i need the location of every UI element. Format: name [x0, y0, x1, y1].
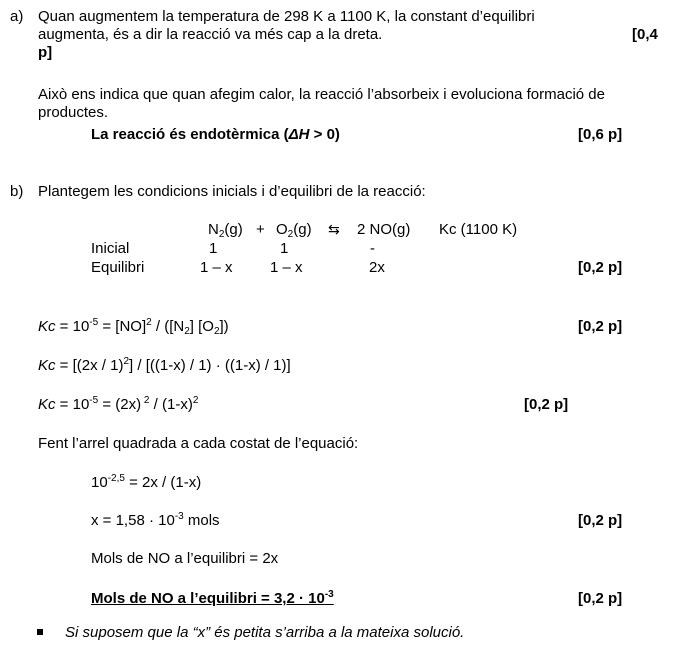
- conclusion-post: > 0): [309, 126, 340, 143]
- eq4: $10^{-2,5} = 2x / (1-x)$: [91, 473, 202, 491]
- eq6: Mols de NO a l’equilibri = 2x: [91, 550, 279, 567]
- eq3-points: [0,2 p]: [524, 396, 569, 413]
- eq1: $Kc = 10^{-5} = [NO]^2 / ([N_2]$ $[O_2]$): [38, 317, 229, 337]
- row-initial-n2: 1: [209, 240, 218, 257]
- conclusion-delta-h: ΔH: [288, 126, 310, 143]
- row-initial-no: -: [370, 240, 375, 257]
- note-text: Si suposem que la “x” és petita s’arriba a la mateixa solució.: [65, 624, 465, 641]
- bullet-square-icon: [37, 629, 43, 635]
- part-a-line1: [38, 8, 675, 26]
- eq7-result: Mols de NO a l’equilibri = $3,2 \cdot 10^{-3}$: [91, 589, 334, 607]
- reaction-kc: Kc (1100 K): [439, 221, 518, 238]
- reaction-plus: +: [256, 221, 265, 238]
- reaction-n2: $N_2(g)$: [208, 221, 243, 240]
- part-a-points2: [0,6 p]: [578, 126, 623, 143]
- sqrt-text: Fent l’arrel quadrada a cada costat de l’equació:: [38, 435, 359, 452]
- part-a-para2-line1-text: Això ens indica que quan afegim calor, la reacció l’absorbeix i evoluciona formació de: [38, 86, 605, 103]
- part-b-intro: Plantegem les condicions inicials i d’equilibri de la reacció:: [38, 183, 426, 200]
- row-equilibrium-label: Equilibri: [91, 259, 145, 276]
- part-a-points1b: p]: [38, 44, 53, 61]
- eq3: $Kc = 10^{-5} = (2x)$ $^2 / (1-x)^2$: [38, 395, 199, 413]
- part-a-para2-line1: [38, 86, 675, 104]
- eq7-points: [0,2 p]: [578, 590, 623, 607]
- eq7: [91, 590, 334, 608]
- eq1-points: [0,2 p]: [578, 318, 623, 335]
- row-initial-label: Inicial: [91, 240, 130, 257]
- part-a-line1-text: Quan augmentem la temperatura de 298 K a 1100 K, la constant d’equilibri: [38, 8, 535, 25]
- conclusion-pre: La reacció és endotèrmica (: [91, 126, 289, 143]
- part-a-para2-line2: productes.: [38, 104, 109, 121]
- part-a-marker: a): [10, 8, 24, 25]
- row-equilibrium-o2: 1 – x: [270, 259, 303, 276]
- eq5: $x = 1,58 \cdot 10^{-3}$ mols: [91, 511, 220, 529]
- row-equilibrium-no: 2x: [369, 259, 385, 276]
- part-b-marker: b): [10, 183, 24, 200]
- row-equilibrium-n2: 1 – x: [200, 259, 233, 276]
- part-a-conclusion: [91, 126, 340, 144]
- row-initial-o2: 1: [280, 240, 289, 257]
- part-a-line2: augmenta, és a dir la reacció va més cap a la dreta.: [38, 26, 383, 43]
- eq5-points: [0,2 p]: [578, 512, 623, 529]
- part-a-points1a: [0,4: [632, 26, 658, 43]
- reaction-product: 2 NO(g): [357, 221, 411, 238]
- eq2: Kc = [(2x / 1)$^2$] / [((1-x) / 1) · ((1-x) / 1)]: [38, 356, 291, 374]
- reaction-o2: $O_2(g)$: [276, 221, 312, 240]
- equilibrium-arrow-icon: ⇆: [328, 222, 340, 238]
- table-points: [0,2 p]: [578, 259, 623, 276]
